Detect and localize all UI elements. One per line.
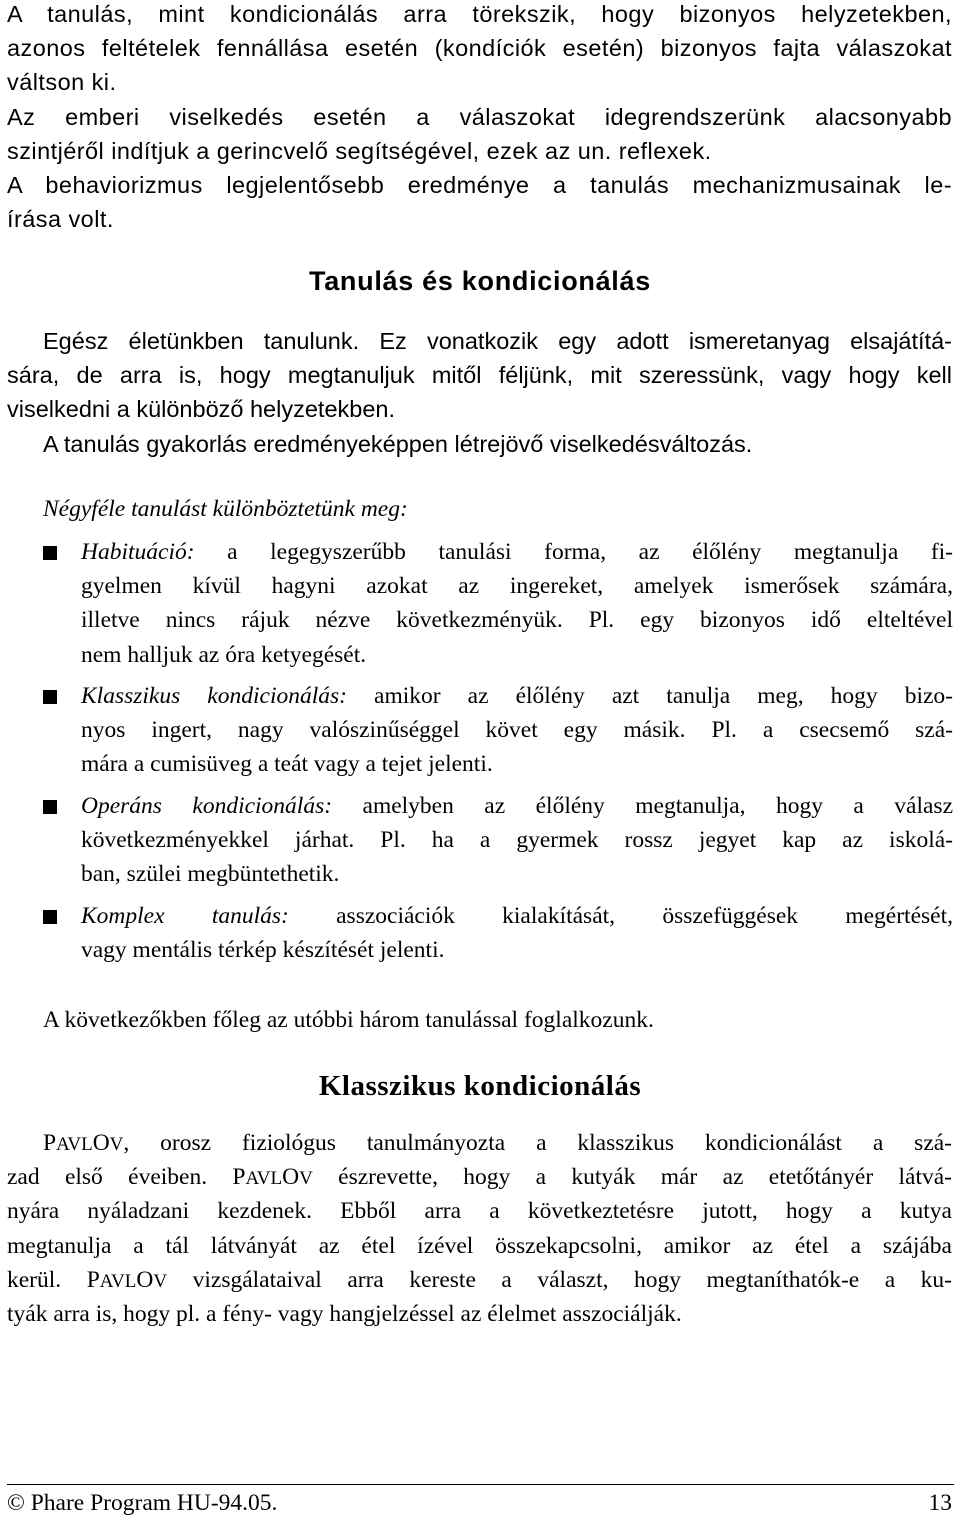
name-letter: O <box>136 1266 154 1293</box>
term-label: Komplex tanulás: <box>81 903 289 929</box>
name-smallcaps: V <box>153 1270 168 1292</box>
section1-closing: A következőkben főleg az utóbbi három tanulással foglalkozunk. <box>43 1007 654 1033</box>
bullet-text: amelyben az élőlény megtanulja, hogy a válasz <box>362 793 953 819</box>
paragraph-line: Egész életünkben tanulunk. Ez vonatkozik egy adott ismeretanyag elsajátítá- <box>43 328 952 354</box>
list-item-komplex <box>81 899 953 967</box>
section-heading-tanulas: Tanulás és kondicionálás <box>309 266 651 296</box>
name-smallcaps: V <box>109 1134 124 1155</box>
bullet-line: ban, szülei megbüntethetik. <box>81 861 340 888</box>
paragraph-line: nyára nyáladzani kezdenek. Ebből arra a következtetésre jutott, hogy a kutya <box>7 1198 952 1225</box>
intro-line: Az emberi viselkedés esetén a válaszokat idegrendszerünk alacsonyabb <box>7 103 952 130</box>
bullet-text: a legegyszerűbb tanulási forma, az élőlény megtanulja fi- <box>227 539 953 565</box>
intro-paragraph <box>7 0 952 236</box>
term-label: Habituáció: <box>81 539 195 565</box>
name-initial: P <box>232 1164 246 1191</box>
term-label: Klasszikus kondicionálás: <box>81 683 347 709</box>
bullet-first-line <box>81 679 953 713</box>
definition-line: A tanulás gyakorlás eredményeképpen létrejövő viselkedésváltozás. <box>43 430 753 457</box>
paragraph-line <box>7 1160 952 1194</box>
bullet-square-icon <box>43 800 57 814</box>
paragraph-text: vizsgálataival arra kereste a választ, hogy megtaníthatók-e a ku- <box>167 1266 952 1293</box>
bullet-line: illetve nincs rájuk nézve következményük. Pl. egy bizonyos idő elteltével <box>81 607 953 634</box>
author-name-pavlov <box>87 1267 167 1293</box>
name-initial: P <box>86 1266 100 1293</box>
footer-divider <box>7 1484 954 1485</box>
paragraph-text: észrevette, hogy a kutyák már az etetőtányér látvá- <box>312 1164 952 1191</box>
paragraph-line <box>7 1263 952 1297</box>
intro-line: A tanulás, mint kondicionálás arra törekszik, hogy bizonyos helyzetekben, <box>7 1 952 27</box>
bullet-text: amikor az élőlény azt tanulja meg, hogy bizo- <box>374 683 953 709</box>
intro-line: írása volt. <box>7 206 114 233</box>
name-letter: O <box>92 1130 110 1156</box>
bullet-line: nyos ingert, nagy valószinűséggel követ egy másik. Pl. a csecsemő szá- <box>81 717 953 744</box>
paragraph-text: kerül. <box>7 1266 87 1293</box>
paragraph-line: tyák arra is, hogy pl. a fény- vagy hangjelzéssel az élelmet asszociálják. <box>7 1300 682 1327</box>
bullet-line: nem halljuk az óra ketyegését. <box>81 641 367 668</box>
bullet-line: vagy mentális térkép készítését jelenti. <box>81 937 445 964</box>
bullet-first-line <box>81 899 953 933</box>
intro-line: váltson ki. <box>7 69 117 96</box>
name-smallcaps: AVL <box>99 1270 137 1292</box>
bullet-line: gyelmen kívül hagyni azokat az ingereket, amelyek ismerősek számára, <box>81 573 953 600</box>
bullet-square-icon <box>43 546 57 560</box>
name-smallcaps: AVL <box>56 1134 93 1155</box>
footer-copyright: © Phare Program HU-94.05. <box>7 1490 278 1516</box>
bullet-square-icon <box>43 690 57 704</box>
bullet-text: asszociációk kialakítását, összefüggések megértését, <box>336 903 953 929</box>
bullet-line: következményekkel járhat. Pl. ha a gyermek rossz jegyet kap az iskolá- <box>81 827 953 854</box>
paragraph-line: megtanulja a tál látványát az étel ízével összekapcsolni, amikor az étel a szájába <box>7 1232 952 1259</box>
bullet-line: mára a cumisüveg a teát vagy a tejet jelenti. <box>81 751 493 778</box>
section1-paragraph <box>7 324 952 461</box>
bullet-first-line <box>81 535 953 569</box>
list-intro: Négyféle tanulást különböztetünk meg: <box>43 496 408 522</box>
name-initial: P <box>43 1130 57 1156</box>
list-item-habituacio <box>81 535 953 672</box>
author-name-pavlov <box>43 1130 123 1156</box>
section2-paragraph <box>7 1126 952 1331</box>
name-smallcaps: AVL <box>245 1168 283 1190</box>
paragraph-text: zad első éveiben. <box>7 1164 233 1191</box>
paragraph-line: viselkedni a különböző helyzetekben. <box>7 396 396 423</box>
bullet-square-icon <box>43 910 57 924</box>
intro-line: azonos feltételek fennállása esetén (kondíciók esetén) bizonyos fajta válaszokat <box>7 35 952 62</box>
intro-line: szintjéről indítjuk a gerincvelő segítségével, ezek az un. reflexek. <box>7 137 712 164</box>
footer-page-number: 13 <box>928 1490 952 1516</box>
paragraph-text: , orosz fiziológus tanulmányozta a klasszikus kondicionálást a szá- <box>123 1130 952 1156</box>
term-label: Operáns kondicionálás: <box>81 793 333 819</box>
list-item-operans <box>81 789 953 892</box>
list-item-klasszikus <box>81 679 953 782</box>
name-smallcaps: V <box>299 1168 313 1190</box>
section-heading-klasszikus: Klasszikus kondicionálás <box>318 1070 642 1102</box>
paragraph-line <box>7 1126 952 1160</box>
bullet-first-line <box>81 789 953 823</box>
paragraph-line: sára, de arra is, hogy megtanuljuk mitől féljünk, mit szeressünk, vagy hogy kell <box>7 362 952 389</box>
name-letter: O <box>282 1164 300 1191</box>
author-name-pavlov <box>232 1164 312 1190</box>
intro-line: A behaviorizmus legjelentősebb eredménye a tanulás mechanizmusainak le- <box>7 171 952 198</box>
